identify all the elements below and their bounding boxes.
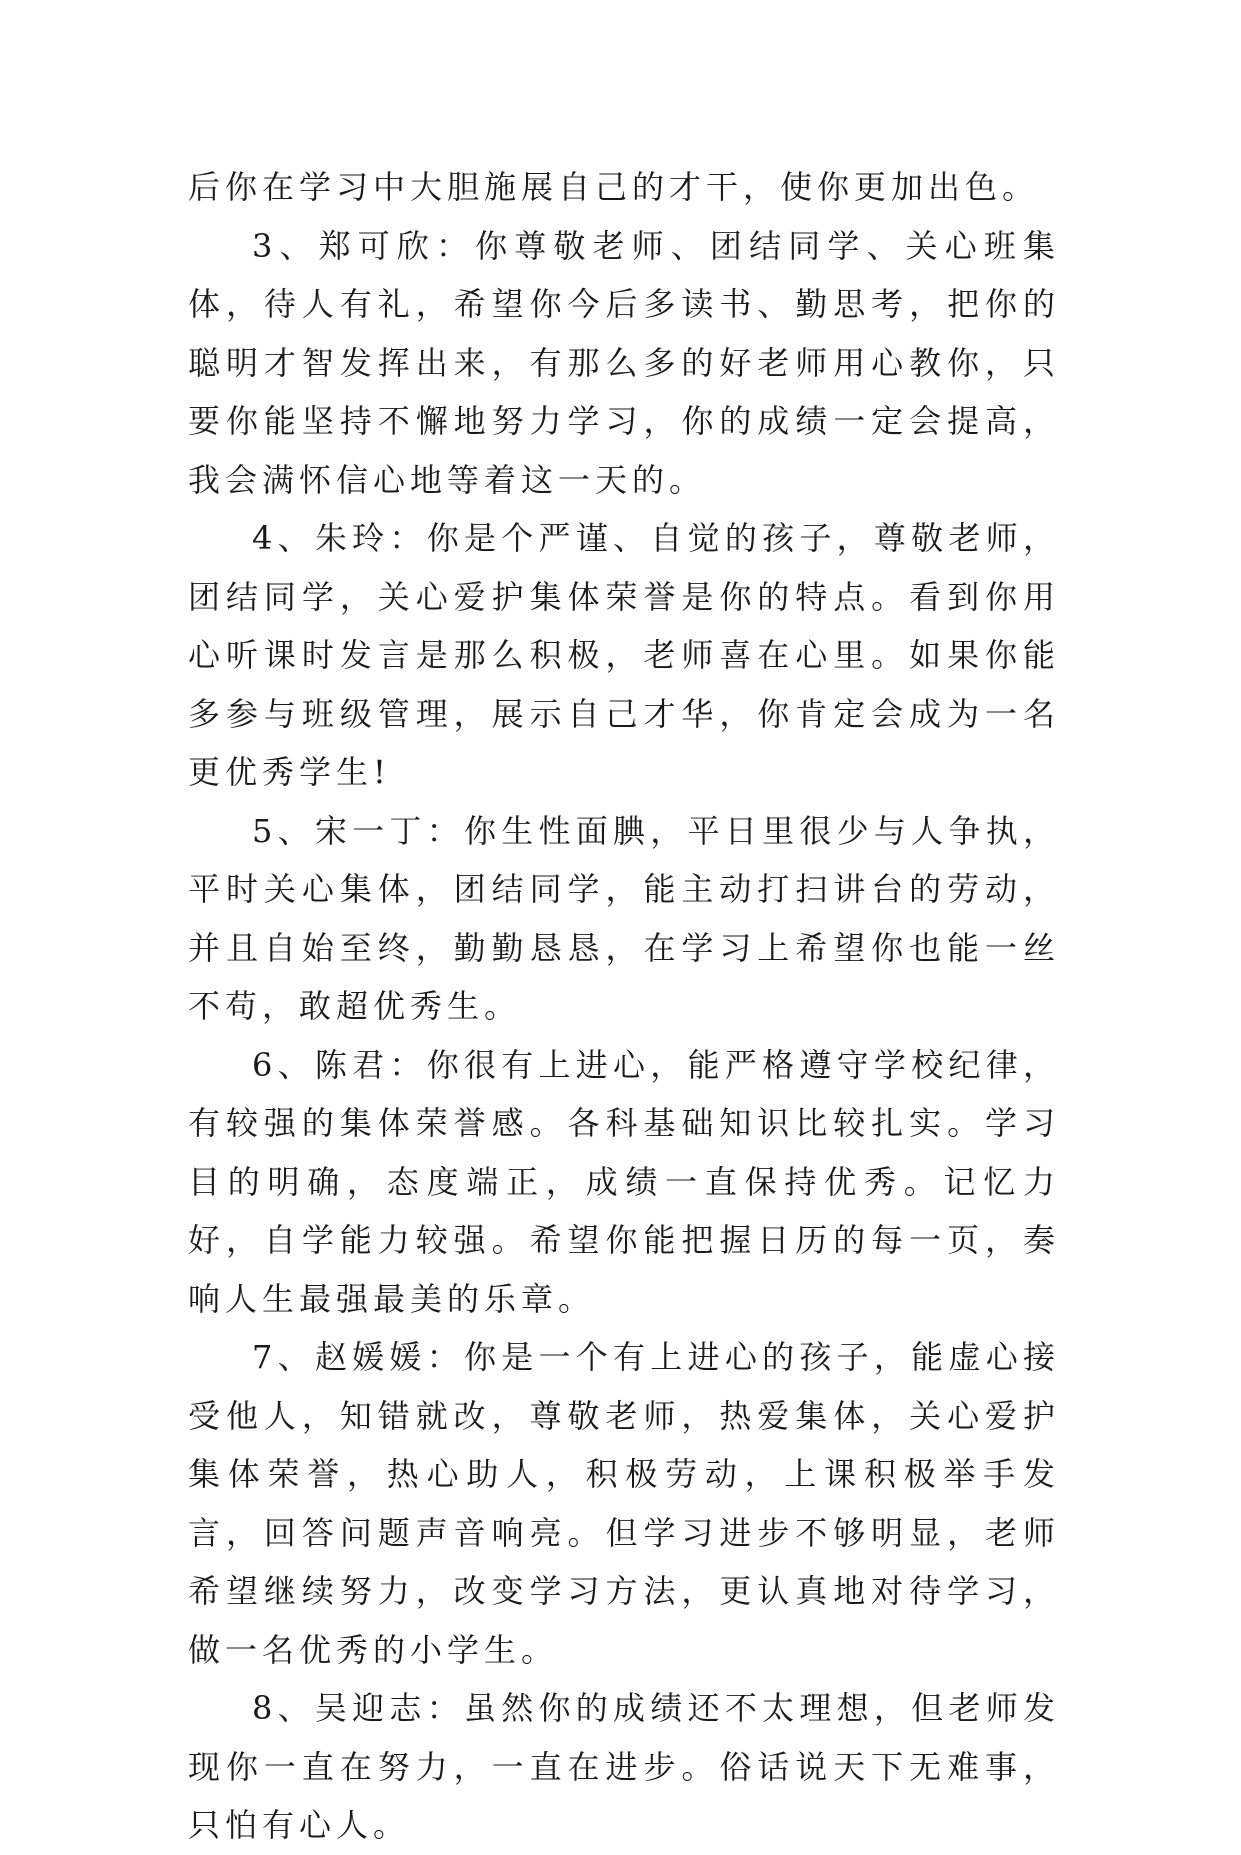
paragraph-comment-3: 3、郑可欣：你尊敬老师、团结同学、关心班集体，待人有礼，希望你今后多读书、勤思考，把你的聪明才智发挥出来，有那么多的好老师用心教你，只要你能坚持不懈地努力学习，你的成绩一定会提高，我会满怀信心地等着这一天的。 [188,226,1060,499]
paragraph-comment-5: 5、宋一丁：你生性面腆，平日里很少与人争执，平时关心集体，团结同学，能主动打扫讲台的劳动，并且自始至终，勤勤恳恳，在学习上希望你也能一丝不苟，敢超优秀生。 [188,811,1060,1025]
paragraph-comment-4: 4、朱玲：你是个严谨、自觉的孩子，尊敬老师，团结同学，关心爱护集体荣誉是你的特点。看到你用心听课时发言是那么积极，老师喜在心里。如果你能多参与班级管理，展示自己才华，你肯定会成为一名更优秀学生! [188,519,1060,791]
document-body [188,158,1060,1855]
paragraph-comment-7: 7、赵媛媛：你是一个有上进心的孩子，能虚心接受他人，知错就改，尊敬老师，热爱集体，关心爱护集体荣誉，热心助人，积极劳动，上课积极举手发言，回答问题声音响亮。但学习进步不够明显，老师希望继续努力，改变学习方法，更认真地对待学习，做一名优秀的小学生。 [188,1338,1060,1669]
paragraph-comment-6: 6、陈君：你很有上进心，能严格遵守学校纪律，有较强的集体荣誉感。各科基础知识比较扎实。学习目的明确，态度端正，成绩一直保持优秀。记忆力好，自学能力较强。希望你能把握日历的每一页，奏响人生最强最美的乐章。 [188,1045,1060,1318]
paragraph-continuation: 后你在学习中大胆施展自己的才干，使你更加出色。 [188,168,1040,206]
paragraph-comment-8: 8、吴迎志：虽然你的成绩还不太理想，但老师发现你一直在努力，一直在进步。俗话说天下无难事，只怕有心人。 [188,1689,1060,1844]
